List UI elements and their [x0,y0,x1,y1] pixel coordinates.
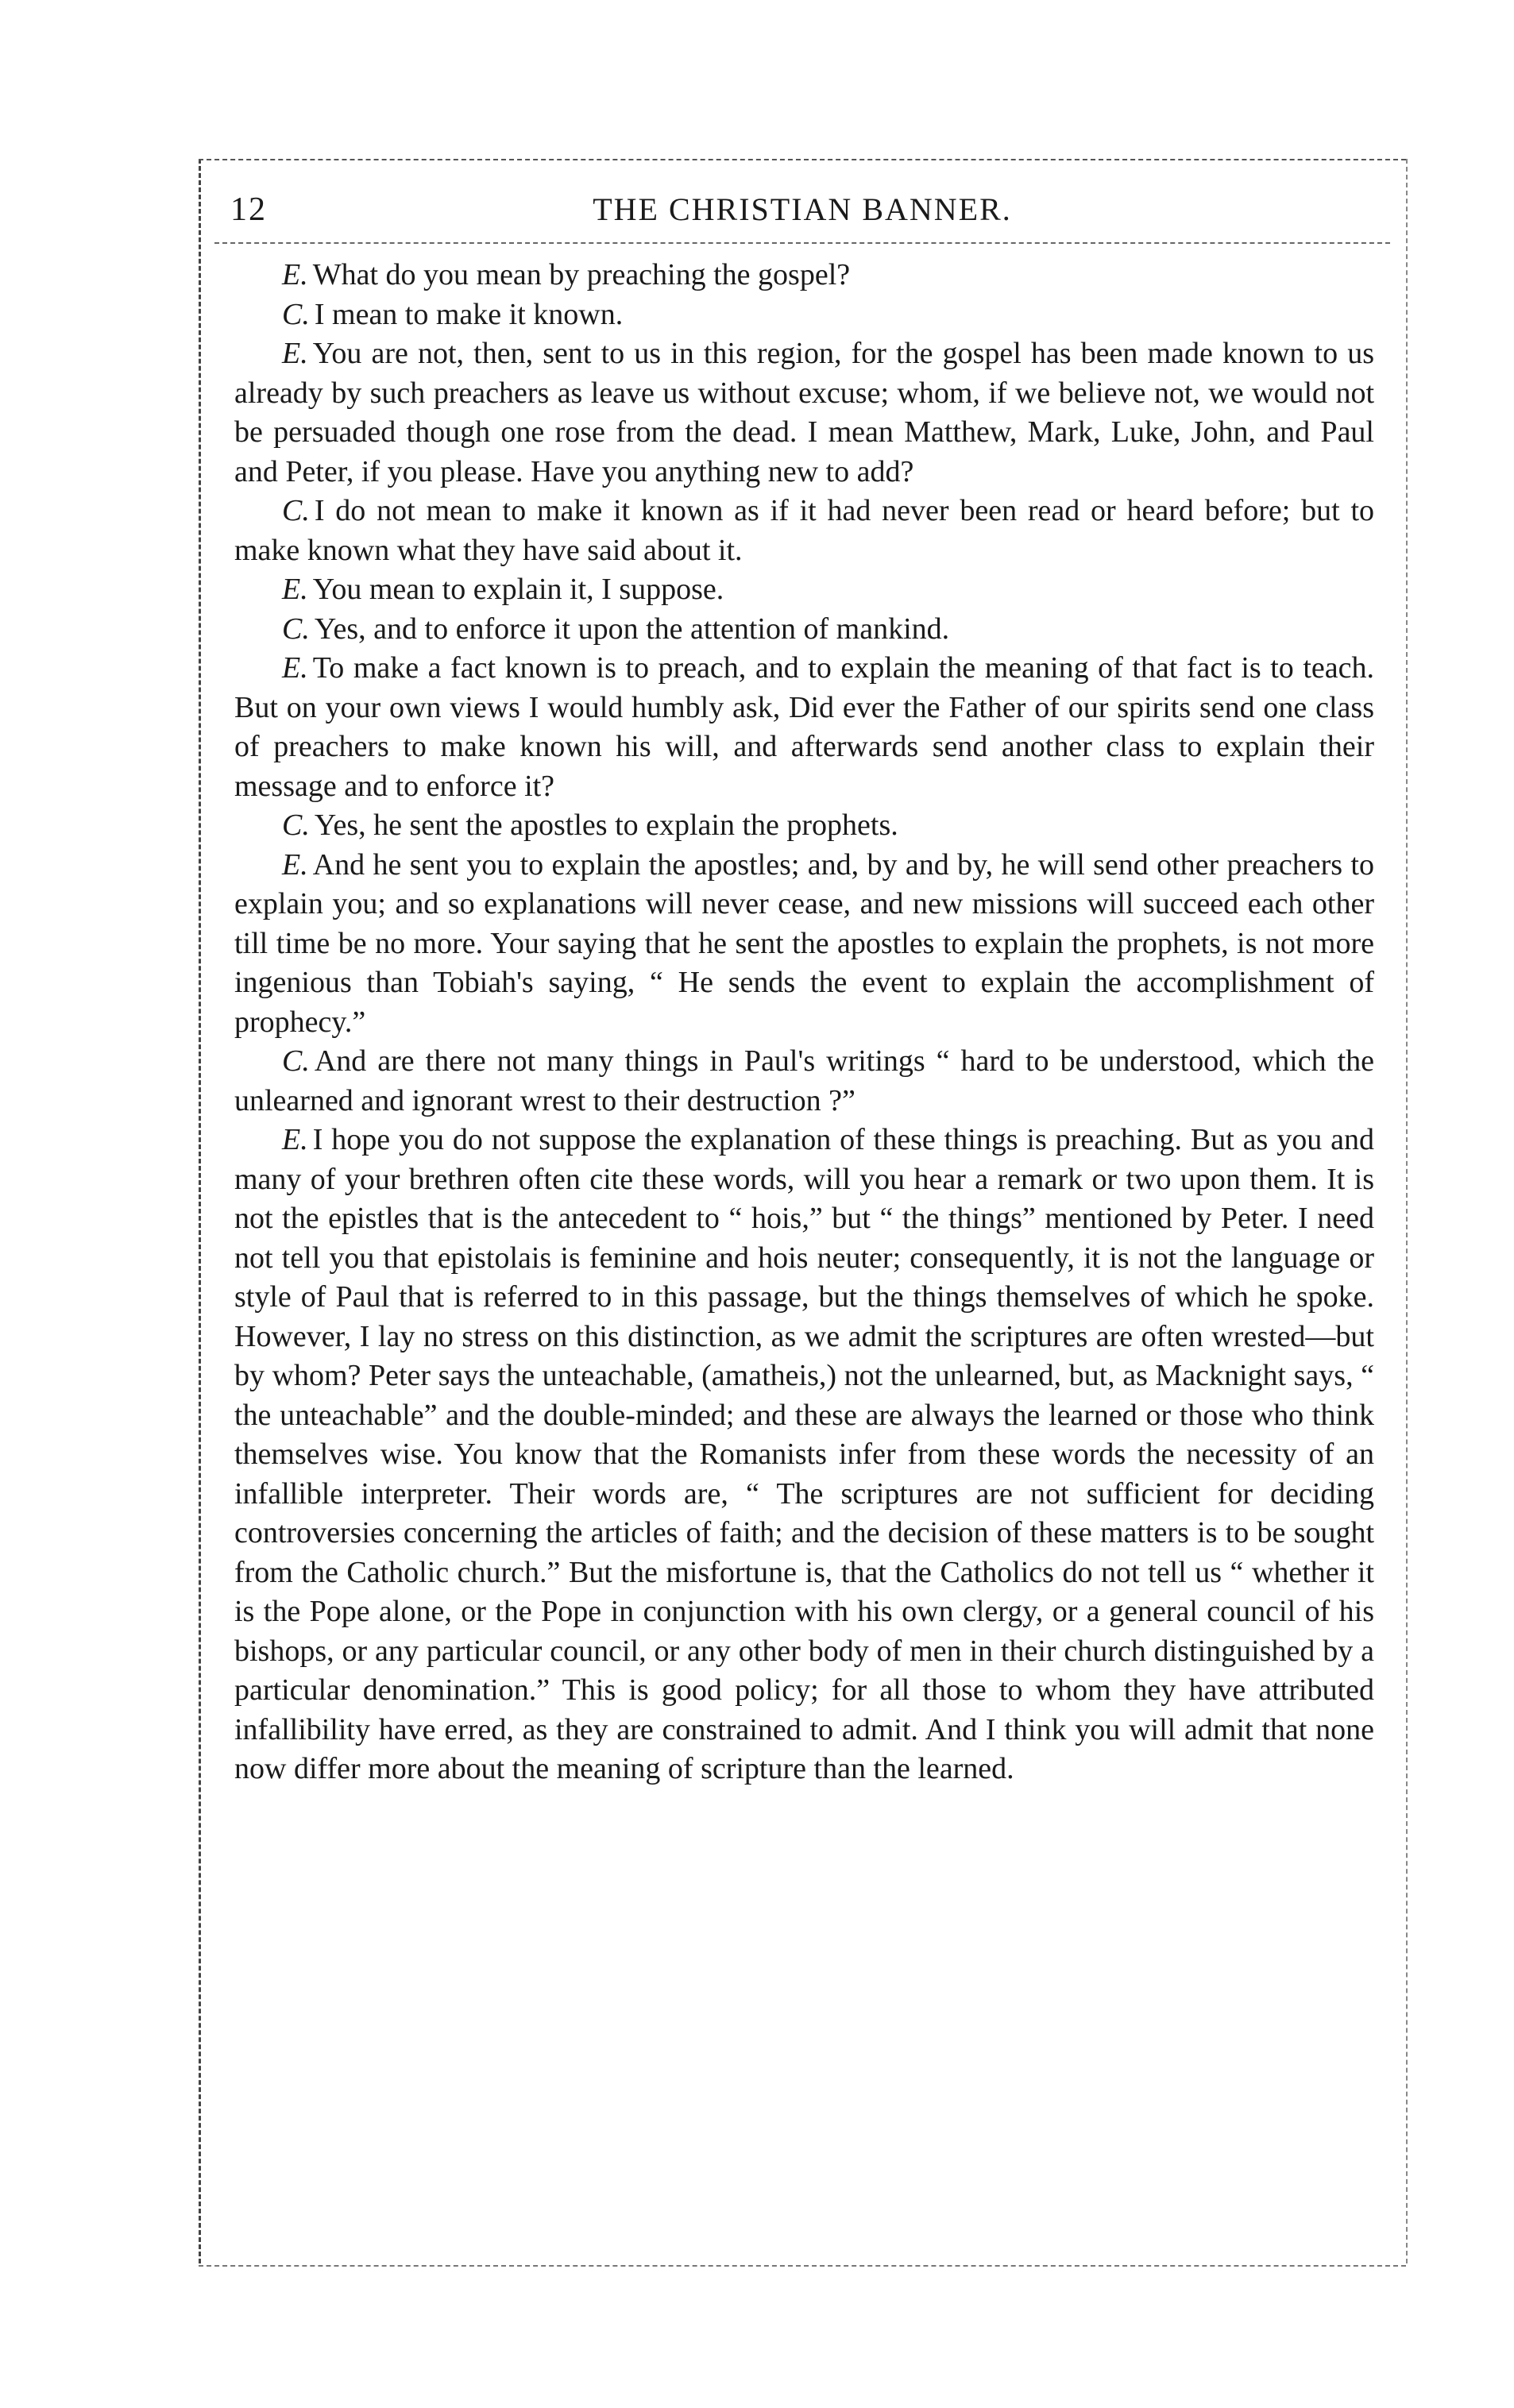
paragraph-text: Yes, and to enforce it upon the attention of mankind. [314,612,950,646]
speaker-label: C. [282,808,310,842]
speaker-label: E. [282,573,308,606]
paragraph [234,295,1374,335]
paragraph-text: And he sent you to explain the apostles; and, by and by, he will send other preachers to explain you; and so explanations will never cease, and new missions will succeed each other till time be no more. Your saying that he sent the apostles to explain the prophets, is not more ingenious than Tobiah's saying, “ He sends the event to explain the accomplishment of prophecy.” [234,847,1374,1039]
speaker-label: C. [282,612,310,646]
paragraph [234,334,1374,492]
paragraph-text: You mean to explain it, I suppose. [312,573,724,606]
speaker-label: C. [282,1044,310,1078]
paragraph-text: To make a fact known is to preach, and to explain the meaning of that fact is to teach. But on your own views I would humbly ask, Did ever the Father of our spirits send one class of preachers to make known his will, and afterwards send another class to explain their message and to enforce it? [234,651,1374,803]
speaker-label: C. [282,297,310,331]
paragraph [234,806,1374,846]
paragraph-text: What do you mean by preaching the gospel? [312,258,851,291]
paragraph-text: I hope you do not suppose the explanation of these things is preaching. But as you and many of your brethren often cite these words, will you hear a remark or two upon them. It is not the epistles that is the antecedent to “ hois,” but “ the things” mentioned by Peter. I need not tell you that epistolais is feminine and hois neuter; consequently, it is not the language or style of Paul that is referred to in this passage, but the things themselves of which he spoke. However, I lay no stress on this distinction, as we admit the scriptures are often wrested—but by whom? Peter says the unteachable, (amatheis,) not the unlearned, but, as Macknight says, “ the unteachable” and the double-minded; and these are always the learned or those who think themselves wise. You know that the Romanists infer from these words the necessity of an infallible interpreter. Their words are, “ The scriptures are not sufficient for deciding controversies concerning the articles of faith; and the decision of these matters is to be sought from the Catholic church.” But the misfortune is, that the Catholics do not tell us “ whether it is the Pope alone, or the Pope in conjunction with his own clergy, or a general council of his bishops, or any particular council, or any other body of men in their church distinguished by a particular denomination.” This is good policy; for all those to whom they have attributed infallibility have erred, as they are constrained to admit. And I think you will admit that none now differ more about the meaning of scripture than the learned. [234,1123,1374,1785]
speaker-label: E. [282,258,308,291]
speaker-label: E. [282,847,308,882]
paragraph [234,610,1374,650]
paragraph-text: And are there not many things in Paul's writings “ hard to be understood, which the unlearned and ignorant wrest to their destruction ?” [234,1044,1374,1117]
article-body [234,256,1374,1789]
paragraph [234,492,1374,570]
paragraph [234,1121,1374,1789]
paragraph-text: You are not, then, sent to us in this region, for the gospel has been made known to us already by such preachers as leave us without excuse; whom, if we believe not, we would not be persuaded though one rose from the dead. I mean Matthew, Mark, Luke, John, and Paul and Peter, if you please. Have you anything new to add? [234,337,1374,488]
speaker-label: E. [282,1123,308,1156]
page-header [230,181,1374,237]
paragraph [234,1042,1374,1121]
paragraph [234,570,1374,610]
paragraph-text: Yes, he sent the apostles to explain the prophets. [314,808,898,842]
page-border-right [1406,159,1408,2263]
speaker-label: E. [282,651,308,685]
speaker-label: E. [282,337,308,370]
paragraph [234,846,1374,1043]
page-number: 12 [230,191,267,228]
paragraph [234,256,1374,295]
running-title: THE CHRISTIAN BANNER. [593,191,1012,227]
header-rule [214,242,1390,244]
paragraph [234,649,1374,806]
speaker-label: C. [282,494,310,527]
paragraph-text: I mean to make it known. [314,297,624,331]
paragraph-text: I do not mean to make it known as if it had never been read or heard before; but to make known what they have said about it. [234,494,1374,567]
